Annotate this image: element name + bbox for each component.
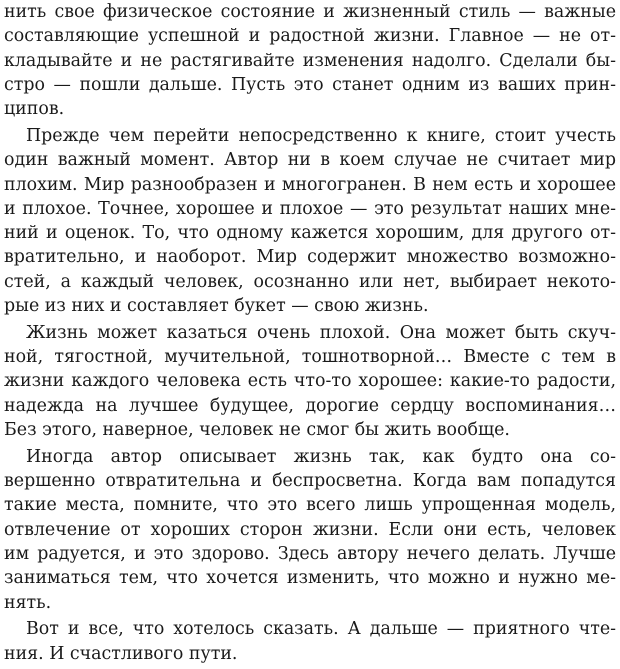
text-line: Прежде чем перейти непосредственно к книге, стоит учесть (26, 125, 616, 146)
text-line: рые из них и составляет букет — свою жизнь. (4, 296, 429, 317)
text-line: Без этого, наверное, человек не смог бы жить вообще. (4, 420, 510, 441)
paragraph (4, 124, 616, 318)
text-line: отвлечение от хороших сторон жизни. Если они есть, человек (4, 519, 616, 540)
text-line: им радуется, и это здорово. Здесь автору нечего делать. Лучше (4, 544, 616, 565)
text-line: надежда на лучшее будущее, дорогие сердцу воспоминания… (4, 395, 616, 416)
text-line: стро — пошли дальше. Пусть это станет одним из ваших прин- (4, 74, 616, 95)
text-line: ципов. (4, 99, 65, 120)
text-line: заниматься тем, что хочется изменить, что можно и нужно ме- (4, 568, 616, 589)
text-line: кладывайте и не растягивайте изменения надолго. Сделали бы- (4, 50, 616, 71)
text-line: ной, тягостной, мучительной, тошнотворной… Вместе с тем в (4, 347, 616, 368)
text-line: жизни каждого человека есть что-то хорошее: какие-то радости, (4, 371, 616, 392)
text-line: нять. (4, 592, 52, 613)
text-line: Иногда автор описывает жизнь так, как будто она со- (26, 446, 616, 467)
paragraph (4, 0, 616, 121)
text-line: составляющие успешной и радостной жизни. Главное — не от- (4, 26, 616, 47)
text-line: ний и оценок. То, что одному кажется хорошим, для другого от- (4, 223, 616, 244)
text-line: вратительно, и наоборот. Мир содержит множество возможно- (4, 247, 616, 268)
text-line: Вот и все, что хотелось сказать. А дальше — приятного чте- (26, 619, 616, 640)
text-line: плохим. Мир разнообразен и многогранен. В нем есть и хорошее (4, 174, 616, 195)
text-line: Жизнь может казаться очень плохой. Она может быть скуч- (26, 322, 616, 343)
paragraph (4, 445, 616, 615)
text-line: и плохое. Точнее, хорошее и плохое — это результат наших мне- (4, 198, 616, 219)
paragraph (4, 617, 616, 666)
text-line: вершенно отвратительна и беспросветна. Когда вам попадутся (4, 471, 616, 492)
text-line: один важный момент. Автор ни в коем случае не считает мир (4, 150, 616, 171)
text-line: нить свое физическое состояние и жизненный стиль — важные (4, 2, 616, 22)
text-line: такие места, помните, что это всего лишь упрощенная модель, (4, 495, 616, 516)
text-line: стей, а каждый человек, осознанно или нет, выбирает некото- (4, 271, 616, 292)
text-line: ния. И счастливого пути. (4, 643, 238, 664)
paragraph (4, 321, 616, 442)
page-text (4, 0, 616, 669)
